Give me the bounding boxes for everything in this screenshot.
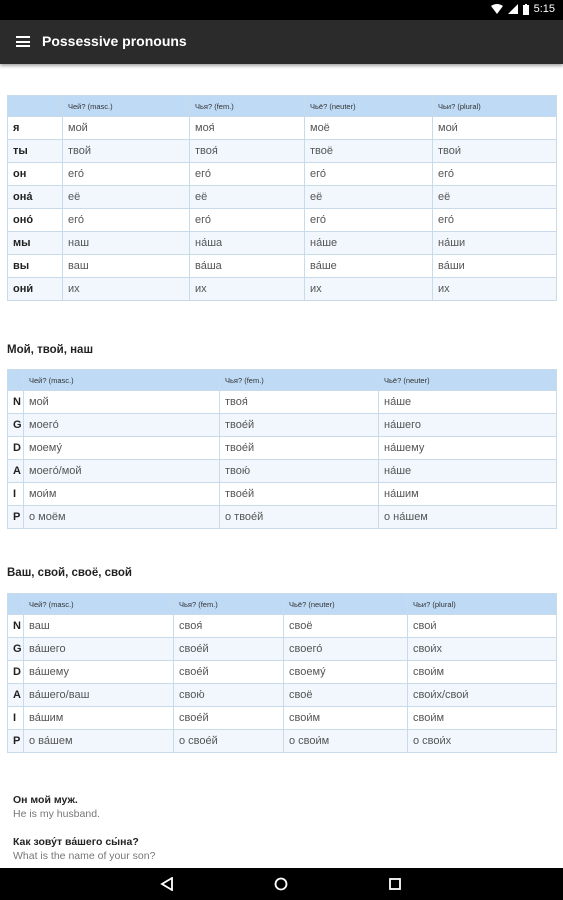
column-header: Чьё? (neuter) xyxy=(379,370,557,391)
row-label: оно́ xyxy=(8,209,63,232)
table-row xyxy=(8,506,557,529)
table-cell: свое́й xyxy=(174,707,284,730)
table-row xyxy=(8,638,557,661)
table-row xyxy=(8,730,557,753)
table-row xyxy=(8,186,557,209)
column-header: Чьё? (neuter) xyxy=(284,594,408,615)
row-label: D xyxy=(8,437,24,460)
row-label: P xyxy=(8,506,24,529)
example-ru: Он мой муж. xyxy=(13,794,78,806)
table-cell: их xyxy=(305,278,433,301)
table-cell: мой xyxy=(24,391,220,414)
table-cell: о на́шем xyxy=(379,506,557,529)
table-row xyxy=(8,209,557,232)
table-cell: о моём xyxy=(24,506,220,529)
pronoun-table xyxy=(7,95,557,301)
table-cell: на́ши xyxy=(433,232,557,255)
table-cell: ва́шего xyxy=(24,638,174,661)
content-area[interactable] xyxy=(0,64,563,868)
row-label: мы xyxy=(8,232,63,255)
table-cell: моего́ xyxy=(24,414,220,437)
table-row xyxy=(8,414,557,437)
table-cell: свое́й xyxy=(174,638,284,661)
row-label: она́ xyxy=(8,186,63,209)
table-cell: на́ша xyxy=(190,232,305,255)
section-heading-vash: Ваш, свой, своё, свой xyxy=(7,567,133,579)
table-cell: ва́ша xyxy=(190,255,305,278)
table-cell: твой xyxy=(63,140,190,163)
page-title: Possessive pronouns xyxy=(42,33,187,49)
table-cell: её xyxy=(190,186,305,209)
column-header: Чей? (masc.) xyxy=(24,594,174,615)
table-row xyxy=(8,140,557,163)
table-cell: на́ше xyxy=(305,232,433,255)
example-en: He is my husband. xyxy=(13,808,100,820)
table-cell: твоя́ xyxy=(190,140,305,163)
row-label: ты xyxy=(8,140,63,163)
battery-icon xyxy=(523,4,529,15)
table-cell: их xyxy=(63,278,190,301)
table-cell: свою́ xyxy=(174,684,284,707)
table-cell: ва́ше xyxy=(305,255,433,278)
table-row xyxy=(8,232,557,255)
table-cell: о твое́й xyxy=(220,506,379,529)
table-row xyxy=(8,615,557,638)
row-label: он xyxy=(8,163,63,186)
table-cell: ваш xyxy=(24,615,174,638)
table-cell: его́ xyxy=(63,163,190,186)
row-label: G xyxy=(8,638,24,661)
column-header: Чья? (fem.) xyxy=(174,594,284,615)
home-circle-icon[interactable] xyxy=(274,877,288,891)
table-cell: твою́ xyxy=(220,460,379,483)
table-cell: свои́м xyxy=(408,661,557,684)
table-cell: их xyxy=(433,278,557,301)
row-label: P xyxy=(8,730,24,753)
table-cell: твое́й xyxy=(220,483,379,506)
table-cell: твое́й xyxy=(220,437,379,460)
table-cell: о свои́х xyxy=(408,730,557,753)
wifi-icon xyxy=(491,4,503,14)
row-label: они́ xyxy=(8,278,63,301)
table-cell: его́ xyxy=(433,209,557,232)
table-cell: моему́ xyxy=(24,437,220,460)
table-cell: свои́х/свои́ xyxy=(408,684,557,707)
table-cell: о ва́шем xyxy=(24,730,174,753)
menu-icon[interactable] xyxy=(16,36,30,47)
column-header: Чей? (masc.) xyxy=(24,370,220,391)
column-header: Чья? (fem.) xyxy=(190,96,305,117)
table-cell: твое́й xyxy=(220,414,379,437)
table-cell: мои́ xyxy=(433,117,557,140)
column-header xyxy=(8,96,63,117)
table-cell: на́ше xyxy=(379,460,557,483)
table-row xyxy=(8,117,557,140)
table-cell: его́ xyxy=(433,163,557,186)
table-header-row xyxy=(8,370,557,391)
table-row xyxy=(8,278,557,301)
table-cell: наш xyxy=(63,232,190,255)
example-ru: Как зову́т ва́шего сы́на? xyxy=(13,836,139,848)
table-cell: мой xyxy=(63,117,190,140)
signal-icon xyxy=(508,4,518,14)
table-cell: её xyxy=(63,186,190,209)
table-cell: моё xyxy=(305,117,433,140)
table-row xyxy=(8,255,557,278)
table-cell: на́ше xyxy=(379,391,557,414)
table-cell: его́ xyxy=(190,209,305,232)
table-cell: твоё xyxy=(305,140,433,163)
table-cell: своё xyxy=(284,615,408,638)
declension-table-moj xyxy=(7,369,557,529)
table-cell: на́шего xyxy=(379,414,557,437)
table-cell: своего́ xyxy=(284,638,408,661)
column-header xyxy=(8,594,24,615)
row-label: N xyxy=(8,391,24,414)
declension-table-vash xyxy=(7,593,557,753)
table-cell: моего́/мой xyxy=(24,460,220,483)
column-header xyxy=(8,370,24,391)
recents-square-icon[interactable] xyxy=(389,878,401,890)
table-cell: его́ xyxy=(63,209,190,232)
table-cell: её xyxy=(433,186,557,209)
table-cell: его́ xyxy=(305,209,433,232)
table-cell: твои́ xyxy=(433,140,557,163)
table-cell: его́ xyxy=(190,163,305,186)
table-row xyxy=(8,483,557,506)
column-header: Чей? (masc.) xyxy=(63,96,190,117)
table-row xyxy=(8,661,557,684)
table-cell: своя́ xyxy=(174,615,284,638)
status-bar xyxy=(0,0,563,20)
row-label: G xyxy=(8,414,24,437)
table-cell: твоя́ xyxy=(220,391,379,414)
app-bar xyxy=(0,20,563,64)
table-row xyxy=(8,707,557,730)
table-cell: ва́шему xyxy=(24,661,174,684)
table-cell: мои́м xyxy=(24,483,220,506)
table-cell: свои́м xyxy=(284,707,408,730)
navigation-bar xyxy=(0,868,563,900)
example-en: What is the name of your son? xyxy=(13,850,156,862)
table-row xyxy=(8,163,557,186)
column-header: Чьи? (plural) xyxy=(433,96,557,117)
column-header: Чьё? (neuter) xyxy=(305,96,433,117)
row-label: D xyxy=(8,661,24,684)
table-cell: моя́ xyxy=(190,117,305,140)
row-label: I xyxy=(8,707,24,730)
table-cell: ва́шего/ваш xyxy=(24,684,174,707)
table-header-row xyxy=(8,594,557,615)
table-row xyxy=(8,391,557,414)
table-row xyxy=(8,460,557,483)
table-cell: свои́х xyxy=(408,638,557,661)
status-time: 5:15 xyxy=(533,3,555,15)
table-cell: своему́ xyxy=(284,661,408,684)
table-cell: свои́ xyxy=(408,615,557,638)
table-header-row xyxy=(8,96,557,117)
column-header: Чьи? (plural) xyxy=(408,594,557,615)
row-label: я xyxy=(8,117,63,140)
table-cell: о свои́м xyxy=(284,730,408,753)
table-cell: на́шему xyxy=(379,437,557,460)
table-cell: на́шим xyxy=(379,483,557,506)
table-cell: ваш xyxy=(63,255,190,278)
table-cell: ва́шим xyxy=(24,707,174,730)
section-heading-moj: Мой, твой, наш xyxy=(7,344,94,356)
table-cell: ва́ши xyxy=(433,255,557,278)
table-cell: свои́м xyxy=(408,707,557,730)
table-cell: о свое́й xyxy=(174,730,284,753)
row-label: I xyxy=(8,483,24,506)
table-row xyxy=(8,684,557,707)
table-cell: свое́й xyxy=(174,661,284,684)
table-cell: его́ xyxy=(305,163,433,186)
table-row xyxy=(8,437,557,460)
back-triangle-icon[interactable] xyxy=(160,877,174,891)
row-label: A xyxy=(8,684,24,707)
row-label: A xyxy=(8,460,24,483)
table-cell: их xyxy=(190,278,305,301)
table-cell: своё xyxy=(284,684,408,707)
table-cell: её xyxy=(305,186,433,209)
column-header: Чья? (fem.) xyxy=(220,370,379,391)
row-label: N xyxy=(8,615,24,638)
row-label: вы xyxy=(8,255,63,278)
